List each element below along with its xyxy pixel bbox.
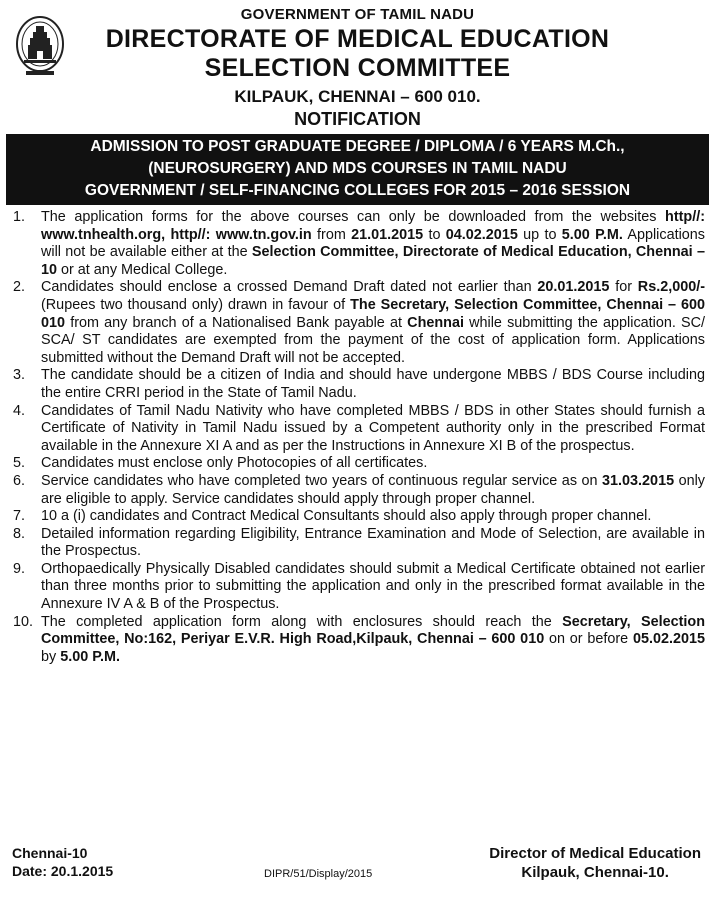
instruction-item bbox=[10, 209, 705, 279]
item-text-bold: Secretary, Selection Committee, No:162, Periyar E.V.R. High Road,Kilpauk, Chennai – 600 010 bbox=[41, 613, 705, 648]
item-number: 5. bbox=[13, 455, 26, 472]
banner-line: (NEUROSURGERY) AND MDS COURSES IN TAMIL NADU bbox=[148, 160, 567, 177]
office-address: KILPAUK, CHENNAI – 600 010. bbox=[234, 87, 481, 106]
item-text-segment: for bbox=[609, 279, 638, 296]
item-text-segment: Service candidates who have completed two years of continuous regular service as on bbox=[41, 472, 603, 489]
item-text bbox=[41, 279, 705, 367]
item-text-segment: only are eligible to apply. Service candidates should apply through proper channel. bbox=[41, 472, 705, 507]
item-number: 2. bbox=[13, 279, 26, 296]
item-text-segment: Candidates must enclose only Photocopies of all certificates. bbox=[41, 455, 428, 472]
banner-line: ADMISSION TO POST GRADUATE DEGREE / DIPLOMA / 6 YEARS M.Ch., bbox=[90, 138, 625, 155]
item-text-segment: (Rupees two thousand only) drawn in favour of bbox=[41, 296, 351, 313]
item-text-bold: Selection Committee, Directorate of Medical Education, Chennai – 10 bbox=[41, 244, 705, 278]
item-text-segment: from any branch of a Nationalised Bank payable at bbox=[65, 314, 408, 331]
item-text-segment: The application forms for the above courses can only be downloaded from the websites bbox=[41, 209, 666, 225]
item-number: 7. bbox=[13, 508, 26, 525]
item-text-bold: 5.00 P.M. bbox=[60, 648, 120, 665]
place-and-date bbox=[12, 844, 113, 880]
item-text-bold: 20.01.2015 bbox=[537, 279, 610, 296]
item-text-segment: or at any Medical College. bbox=[57, 261, 228, 278]
instruction-item bbox=[10, 403, 705, 456]
admission-banner bbox=[6, 134, 709, 205]
item-text-segment: The candidate should be a citizen of India and should have undergone MBBS / BDS Course including the entire CRRI period in the State of Tamil Nadu. bbox=[41, 367, 705, 401]
item-text-bold: 31.03.2015 bbox=[602, 472, 675, 489]
item-number: 10. bbox=[13, 613, 34, 630]
item-number: 6. bbox=[13, 472, 26, 489]
item-text-bold: 05.02.2015 bbox=[632, 631, 705, 648]
instruction-item bbox=[10, 279, 705, 367]
item-text-segment: Orthopaedically Physically Disabled candidates should submit a Medical Certificate obtained not earlier than three months prior to submitting the application and only in the prescribed format available in the Annexure IV A & B of the Prospectus. bbox=[41, 560, 705, 613]
item-text-segment: Candidates of Tamil Nadu Nativity who have completed MBBS / BDS in other States should furnish a Certificate of Nativity in Tamil Nadu issued by a Competent authority only in the prescribed Format available in the Annexure XI A and as per the Instructions in Annexure XI B of the prospectus. bbox=[41, 402, 705, 454]
item-text-bold: 5.00 P.M. bbox=[561, 226, 623, 243]
notification-heading: NOTIFICATION bbox=[294, 109, 421, 129]
item-text-bold: The Secretary, Selection Committee, Chennai – 600 010 bbox=[41, 296, 705, 331]
notice-header bbox=[10, 0, 705, 130]
item-text-segment: by bbox=[41, 648, 61, 665]
instruction-item bbox=[10, 367, 705, 402]
item-text-segment: Candidates should enclose a crossed Demand Draft dated not earlier than bbox=[41, 279, 538, 296]
item-number: 1. bbox=[13, 209, 26, 225]
item-text-bold: Rs.2,000/- bbox=[637, 279, 705, 296]
item-text-bold: 04.02.2015 bbox=[445, 226, 518, 243]
item-text-bold: Chennai bbox=[407, 314, 464, 331]
committee-title: SELECTION COMMITTEE bbox=[204, 54, 511, 82]
banner-line: GOVERNMENT / SELF-FINANCING COLLEGES FOR 2015 – 2016 SESSION bbox=[84, 182, 631, 199]
item-text bbox=[41, 209, 705, 279]
item-text-segment: to bbox=[423, 226, 446, 243]
item-text bbox=[41, 403, 705, 456]
directorate-title: DIRECTORATE OF MEDICAL EDUCATION bbox=[105, 25, 610, 53]
signatory-address: Kilpauk, Chennai-10. bbox=[521, 864, 669, 881]
item-number: 9. bbox=[13, 560, 26, 577]
item-text-segment: The completed application form along with enclosures should reach the bbox=[41, 613, 563, 630]
dipr-reference: DIPR/51/Display/2015 bbox=[264, 868, 373, 880]
item-text-segment: 10 a (i) candidates and Contract Medical Consultants should also apply through proper channel. bbox=[41, 508, 652, 525]
item-text bbox=[41, 455, 705, 473]
instruction-item bbox=[10, 614, 705, 667]
instruction-item bbox=[10, 526, 705, 561]
item-text bbox=[41, 526, 705, 561]
item-text-segment: while submitting the application. SC/ SCA/ ST candidates are exempted from the payment of the cost of application form. Applications submitted without the Demand Draft will not be accepted. bbox=[41, 314, 706, 366]
item-text-segment: on or before bbox=[544, 631, 633, 648]
signatory-block bbox=[489, 844, 701, 882]
item-text-segment: Applications will not be available either at the bbox=[41, 226, 705, 261]
item-text bbox=[41, 614, 705, 667]
item-text-bold: 21.01.2015 bbox=[351, 226, 424, 243]
instructions-list bbox=[10, 209, 705, 666]
item-text bbox=[41, 473, 705, 508]
item-text-segment: Detailed information regarding Eligibility, Entrance Examination and Mode of Selection, are available in the Prospectus. bbox=[41, 525, 705, 560]
date-label: Date: 20.1.2015 bbox=[12, 863, 114, 879]
notice-footer bbox=[12, 844, 701, 892]
signatory-title: Director of Medical Education bbox=[489, 845, 701, 862]
instruction-item bbox=[10, 455, 705, 473]
item-text-segment: from bbox=[311, 226, 352, 243]
instruction-item bbox=[10, 473, 705, 508]
instruction-item bbox=[10, 561, 705, 614]
place-label: Chennai-10 bbox=[12, 845, 88, 861]
item-text bbox=[41, 561, 705, 614]
instruction-item bbox=[10, 508, 705, 526]
item-text bbox=[41, 367, 705, 402]
item-number: 3. bbox=[13, 367, 26, 384]
item-number: 4. bbox=[13, 402, 26, 419]
item-text-segment: up to bbox=[517, 226, 562, 243]
tamil-nadu-emblem-icon bbox=[14, 14, 66, 78]
item-text bbox=[41, 508, 705, 526]
government-title: GOVERNMENT OF TAMIL NADU bbox=[240, 6, 475, 23]
item-number: 8. bbox=[13, 525, 26, 542]
item-text-bold: http//: www.tnhealth.org, http//: www.tn.gov.in bbox=[41, 209, 705, 243]
